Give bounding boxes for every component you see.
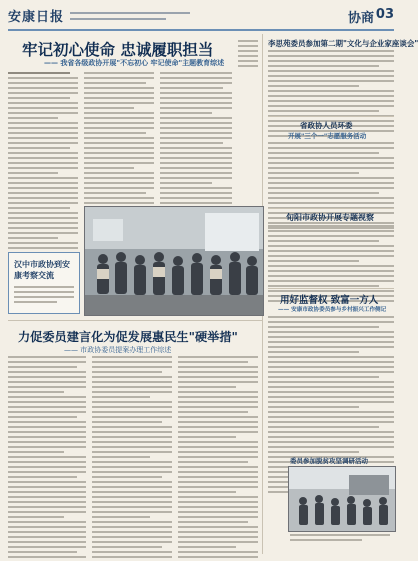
field-visit-photo-icon [289, 467, 395, 531]
main-subheadline: —— 我省各级政协开展"不忘初心 牢记使命"主题教育综述 [44, 59, 225, 67]
caption-title: 汉中市政协到安康考察交流 [14, 260, 70, 280]
article-column-4 [238, 40, 258, 70]
right-article-2-subtitle: 开展"三个一"志愿服务活动 [288, 132, 367, 140]
page-number: 03 [375, 7, 394, 22]
lower-headline: 力促委员建言化为促发展惠民生"硬举措" [18, 330, 238, 344]
group-photo-icon [85, 207, 263, 315]
right-photo [288, 466, 396, 532]
article-column-3 [160, 72, 232, 207]
section-divider [8, 320, 262, 321]
lower-subheadline: —— 市政协委员提案办理工作综述 [64, 346, 172, 354]
masthead-meta [70, 8, 190, 24]
lower-column-1 [8, 356, 86, 561]
caption-text [14, 286, 74, 306]
masthead [8, 5, 394, 31]
feature-photo [84, 206, 264, 316]
section-title: 协商 [347, 11, 374, 26]
right-article-4-subtitle: —— 安康市政协委员参与乡村振兴工作侧记 [278, 307, 387, 313]
right-article-4-title: 用好监督权 致富一方人 [280, 295, 379, 306]
photo-caption-box [8, 252, 80, 314]
main-headline: 牢记初心使命 忠诚履职担当 [22, 40, 214, 59]
lower-column-2 [92, 356, 172, 561]
right-divider-1 [268, 116, 394, 117]
right-photo-caption: 委员参加脱贫攻坚调研活动 [290, 457, 368, 465]
right-divider-2 [268, 208, 394, 209]
right-divider-3 [268, 288, 394, 289]
right-photo-credit [290, 534, 390, 544]
right-article-2-title: 省政协人员环委 [300, 121, 353, 130]
right-article-3-title: 旬阳市政协开展专题视察 [286, 213, 374, 222]
newspaper-logo: 安康日报 [8, 10, 65, 25]
lower-column-3 [178, 356, 258, 561]
right-article-1-title: 李思苑委员参加第二期"文化与企业家座谈会" [268, 39, 418, 48]
